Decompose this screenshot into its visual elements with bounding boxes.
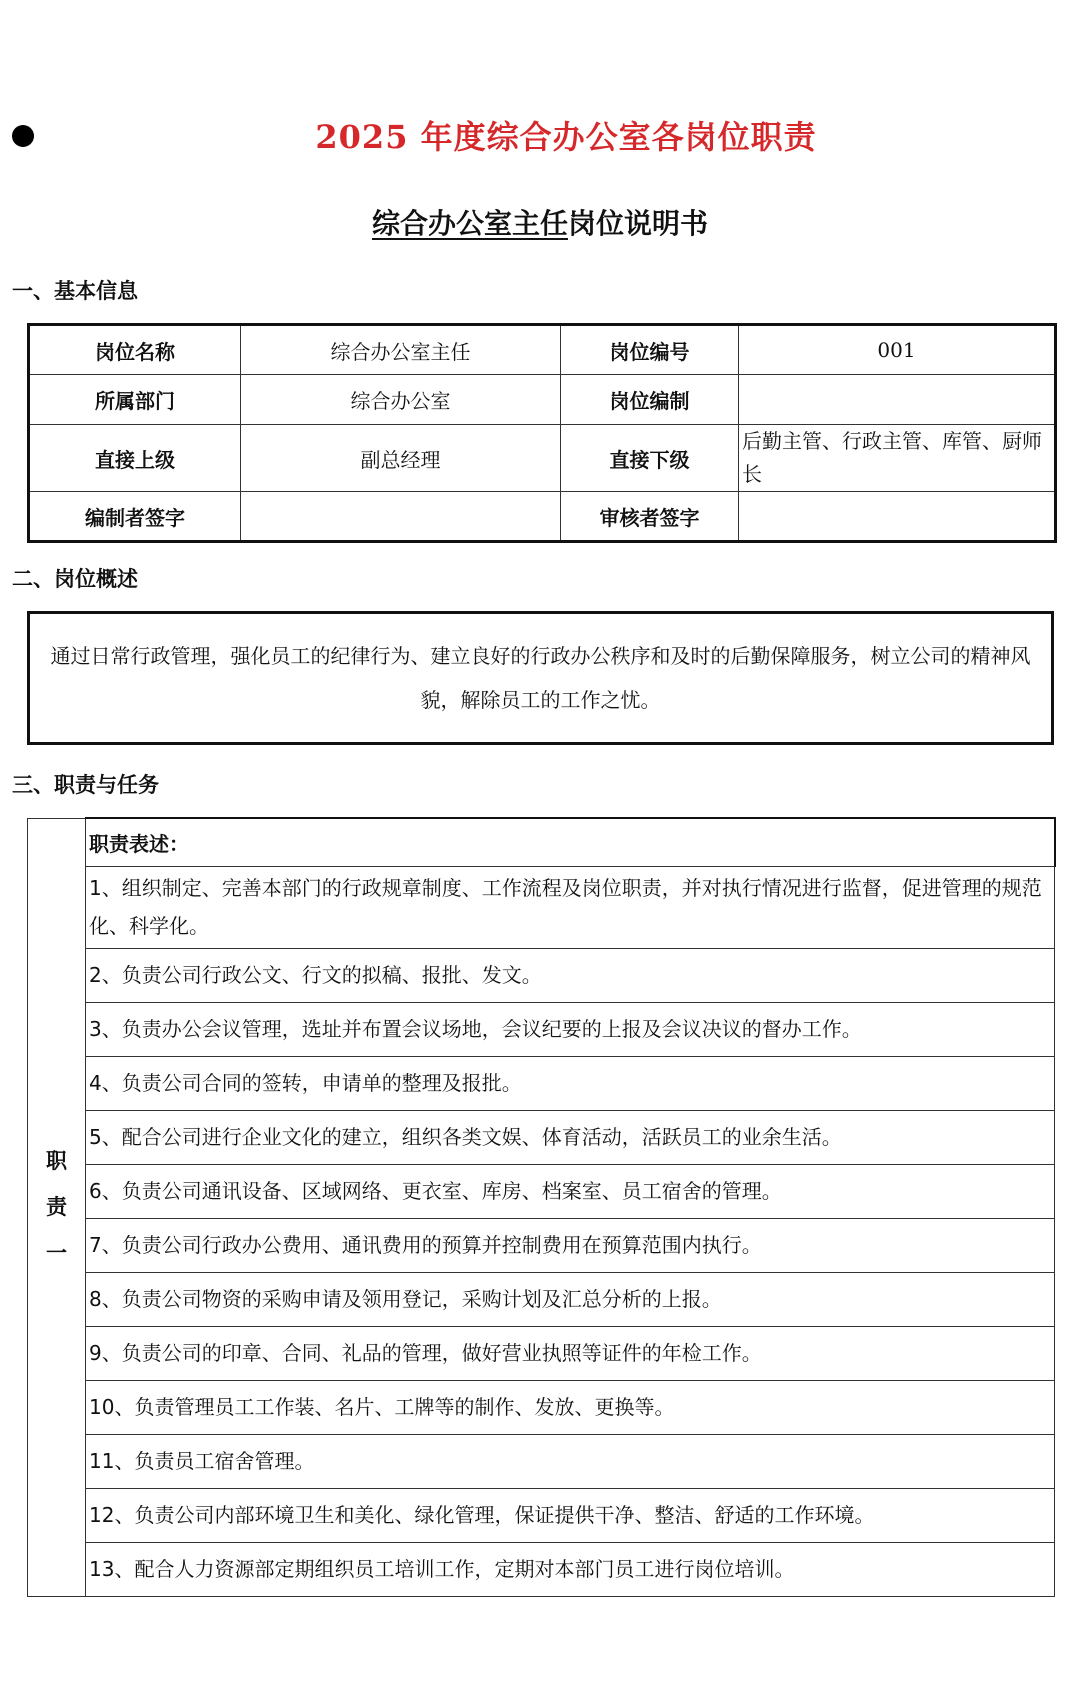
value-department: 综合办公室 [241, 375, 561, 425]
label-direct-subordinates: 直接下级 [561, 425, 739, 492]
label-headcount: 岗位编制 [561, 375, 739, 425]
duty-item: 13、配合人力资源部定期组织员工培训工作，定期对本部门员工进行岗位培训。 [86, 1542, 1055, 1596]
document-title: 2025 年度综合办公室各岗位职责 [315, 118, 817, 156]
value-direct-subordinates: 后勤主管、行政主管、库管、厨师长 [739, 425, 1056, 492]
label-position-name: 岗位名称 [29, 325, 241, 375]
table-row [28, 948, 1055, 1002]
table-row [28, 1434, 1055, 1488]
table-row [29, 375, 1056, 425]
basic-info-table [27, 323, 1057, 543]
duty-item: 3、负责办公会议管理，选址并布置会议场地，会议纪要的上报及会议决议的督办工作。 [86, 1002, 1055, 1056]
label-department: 所属部门 [29, 375, 241, 425]
duty-item: 11、负责员工宿舍管理。 [86, 1434, 1055, 1488]
table-row [28, 1110, 1055, 1164]
duty-item: 6、负责公司通讯设备、区域网络、更衣室、库房、档案室、员工宿舍的管理。 [86, 1164, 1055, 1218]
table-row [28, 818, 1055, 866]
table-row [29, 325, 1056, 375]
table-row [28, 1272, 1055, 1326]
duty-item: 7、负责公司行政办公费用、通讯费用的预算并控制费用在预算范围内执行。 [86, 1218, 1055, 1272]
duty-item: 1、组织制定、完善本部门的行政规章制度、工作流程及岗位职责，并对执行情况进行监督，促进管理的规范化、科学化。 [86, 866, 1055, 948]
duty-group-char: 责 [46, 1195, 67, 1219]
value-position-number: 001 [739, 325, 1056, 375]
job-description-title [0, 202, 1080, 242]
label-reviewer-signature: 审核者签字 [561, 492, 739, 542]
table-row [28, 1326, 1055, 1380]
duty-item: 8、负责公司物资的采购申请及领用登记，采购计划及汇总分析的上报。 [86, 1272, 1055, 1326]
section-basic-info: 一、基本信息 [12, 279, 138, 303]
duty-item: 5、配合公司进行企业文化的建立，组织各类文娱、体育活动，活跃员工的业余生活。 [86, 1110, 1055, 1164]
duty-header: 职责表述： [86, 818, 1055, 866]
table-row [28, 1488, 1055, 1542]
duty-item: 2、负责公司行政公文、行文的拟稿、报批、发文。 [86, 948, 1055, 1002]
job-title-underlined: 综合办公室主任 [371, 207, 568, 240]
job-title-suffix: 岗位说明书 [568, 207, 709, 240]
duty-group-char: 职 [46, 1149, 67, 1173]
section-overview: 二、岗位概述 [12, 567, 138, 591]
table-row [28, 1002, 1055, 1056]
table-row [28, 1164, 1055, 1218]
value-reviewer-signature [739, 492, 1056, 542]
duty-item: 10、负责管理员工工作装、名片、工牌等的制作、发放、更换等。 [86, 1380, 1055, 1434]
label-author-signature: 编制者签字 [29, 492, 241, 542]
section-duties: 三、职责与任务 [12, 773, 159, 797]
value-position-name: 综合办公室主任 [241, 325, 561, 375]
duty-item: 12、负责公司内部环境卫生和美化、绿化管理，保证提供干净、整洁、舒适的工作环境。 [86, 1488, 1055, 1542]
duties-table [27, 817, 1056, 1597]
duty-item: 4、负责公司合同的签转，申请单的整理及报批。 [86, 1056, 1055, 1110]
value-author-signature [241, 492, 561, 542]
duty-item: 9、负责公司的印章、合同、礼品的管理，做好营业执照等证件的年检工作。 [86, 1326, 1055, 1380]
value-headcount [739, 375, 1056, 425]
label-direct-superior: 直接上级 [29, 425, 241, 492]
overview-box: 通过日常行政管理，强化员工的纪律行为、建立良好的行政办公秩序和及时的后勤保障服务，树立公司的精神风貌，解除员工的工作之忧。 [27, 611, 1054, 745]
value-direct-superior: 副总经理 [241, 425, 561, 492]
table-row [28, 1542, 1055, 1596]
label-position-number: 岗位编号 [561, 325, 739, 375]
duty-group-char: 一 [46, 1241, 67, 1265]
table-row [28, 1380, 1055, 1434]
table-row [28, 1056, 1055, 1110]
table-row [28, 866, 1055, 948]
duty-group-label [28, 818, 86, 1596]
table-row [28, 1218, 1055, 1272]
table-row [29, 425, 1056, 492]
table-row [29, 492, 1056, 542]
